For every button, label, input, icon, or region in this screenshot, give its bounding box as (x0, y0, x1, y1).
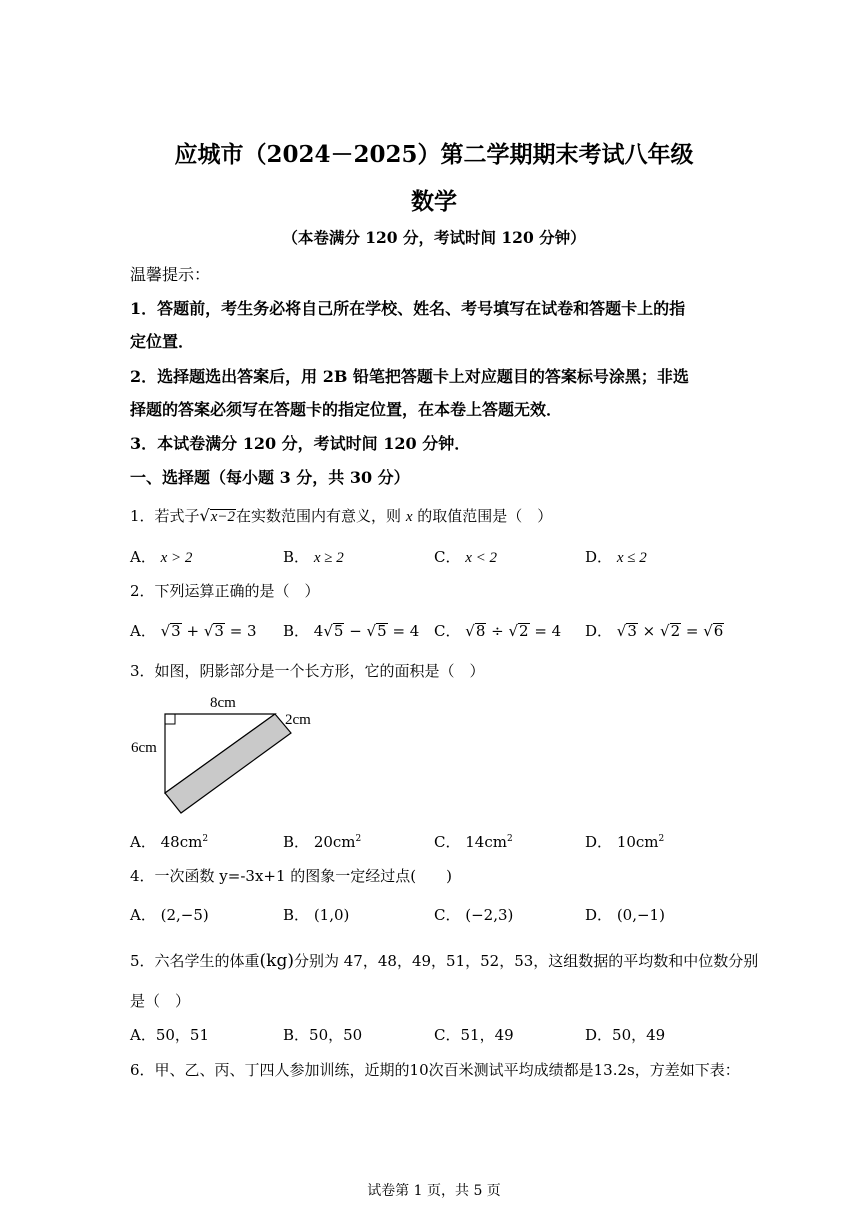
tip-1-line-1: 1．答题前，考生务必将自己所在学校、姓名、考号填写在试卷和答题卡上的指 (130, 299, 686, 318)
q3-option-d[interactable]: D． $10cm^2$ (585, 833, 665, 851)
q2-option-b[interactable]: B． 4√5 − √5 = 4 (283, 622, 420, 640)
exam-title: 应城市（2024－2025）第二学期期末考试八年级 (174, 141, 694, 168)
q3-option-a[interactable]: A． $48cm^2$ (130, 833, 209, 851)
label-6cm: 6cm (131, 740, 157, 756)
radicand: x−2 (210, 509, 236, 525)
q4-option-c[interactable]: C． (−2,3) (434, 906, 514, 924)
question-3-stem: 3．如图，阴影部分是一个长方形，它的面积是（ ） (130, 662, 485, 680)
question-2-stem: 2．下列运算正确的是（ ） (130, 582, 320, 600)
q3-figure (125, 688, 335, 823)
q4-option-a[interactable]: A． (2,−5) (130, 906, 209, 924)
tips-heading: 温馨提示： (130, 265, 211, 284)
q5-option-c[interactable]: C．51，49 (434, 1026, 514, 1044)
q1-option-d[interactable]: D． x ≤ 2 (585, 548, 647, 566)
question-5-stem: 5．六名学生的体重(kg)分别为 47，48，49，51，52，53，这组数据的平均数和中位数分别 (130, 951, 759, 971)
section-heading: 一、选择题（每小题 3 分，共 30 分） (130, 468, 410, 487)
q3-option-c[interactable]: C． $14cm^2$ (434, 833, 513, 851)
page-footer: 试卷第 1 页，共 5 页 (367, 1183, 501, 1199)
q2-option-c[interactable]: C． √8 ÷ √2 = 4 (434, 622, 562, 640)
q5-option-d[interactable]: D．50，49 (585, 1026, 666, 1044)
tip-1-line-2: 定位置． (130, 332, 195, 351)
subject-title: 数学 (411, 188, 457, 215)
q1-option-c[interactable]: C． x < 2 (434, 548, 498, 566)
q2-option-d[interactable]: D． √3 × √2 = √6 (585, 622, 724, 640)
question-1-stem: 1．若式子√x−2在实数范围内有意义，则 x 的取值范围是（ ） (130, 506, 553, 525)
tip-2-line-1: 2．选择题选出答案后，用 2B 铅笔把答题卡上对应题目的答案标号涂黑；非选 (130, 367, 689, 386)
tip-3: 3．本试卷满分 120 分，考试时间 120 分钟． (130, 434, 471, 453)
exam-note: （本卷满分 120 分，考试时间 120 分钟） (282, 228, 586, 247)
question-4-stem: 4．一次函数 y=-3x+1 的图象一定经过点( ) (130, 867, 453, 885)
q4-option-d[interactable]: D． (0,−1) (585, 906, 665, 924)
q5-option-a[interactable]: A．50，51 (130, 1026, 210, 1044)
q3-option-b[interactable]: B． $20cm^2$ (283, 833, 362, 851)
q1-option-b[interactable]: B． x ≥ 2 (283, 548, 344, 566)
tip-2-line-2: 择题的答案必须写在答题卡的指定位置，在本卷上答题无效． (130, 400, 563, 419)
label-2cm: 2cm (285, 712, 311, 728)
question-6-stem: 6．甲、乙、丙、丁四人参加训练，近期的10次百米测试平均成绩都是13.2s，方差如下表： (130, 1061, 740, 1079)
q2-option-a[interactable]: A． √3 + √3 = 3 (130, 622, 257, 640)
sqrt-sign: √ (199, 506, 210, 525)
q1-option-a[interactable]: A． x > 2 (130, 548, 193, 566)
label-8cm: 8cm (210, 695, 236, 711)
q5-option-b[interactable]: B．50，50 (283, 1026, 363, 1044)
q4-option-b[interactable]: B． (1,0) (283, 906, 350, 924)
right-angle-mark (165, 714, 175, 724)
question-5-stem-cont: 是（ ） (130, 992, 191, 1010)
shaded-rectangle (165, 714, 291, 813)
